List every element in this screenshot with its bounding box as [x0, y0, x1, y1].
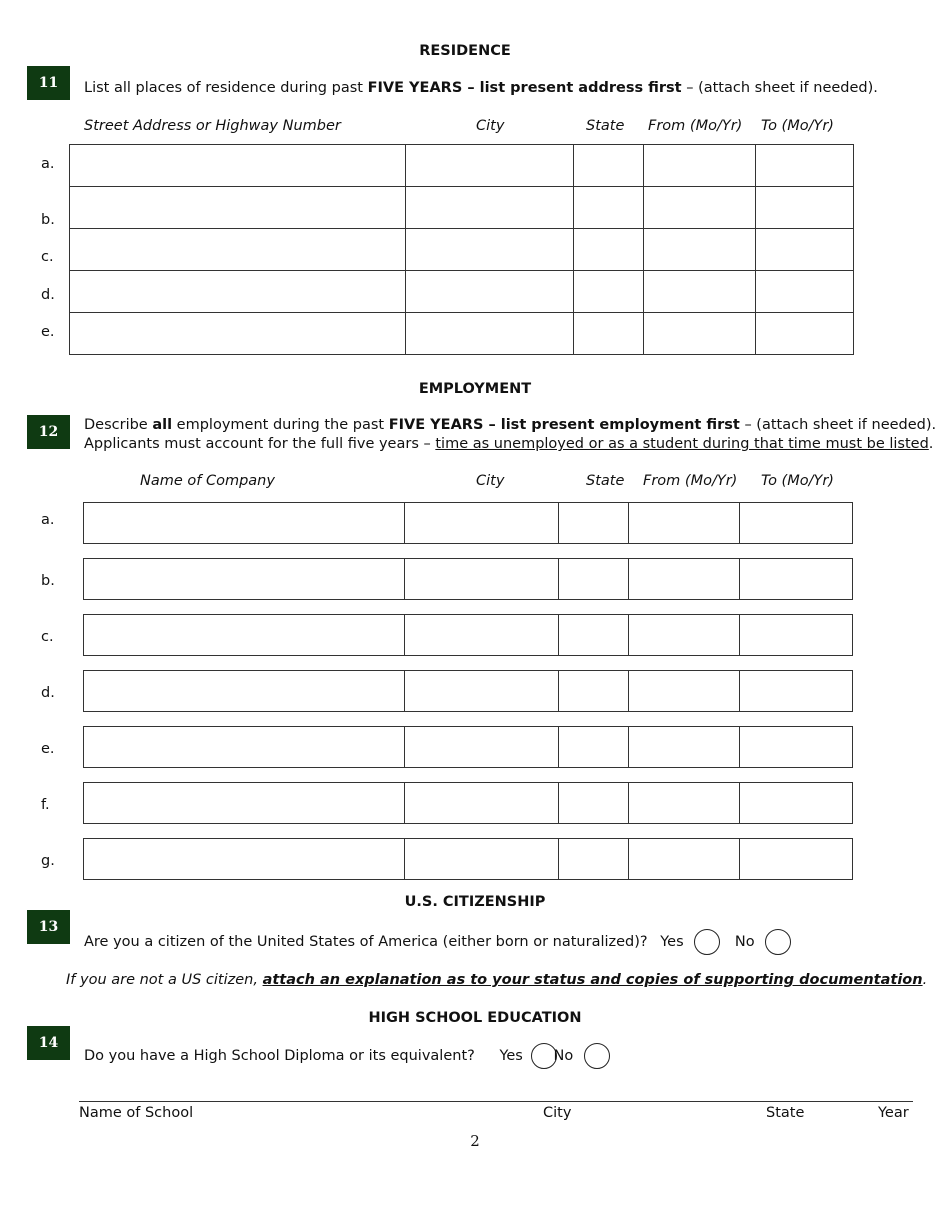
section-11-badge: 11: [27, 66, 70, 100]
education-heading: HIGH SCHOOL EDUCATION: [368, 1010, 582, 1026]
employment-from-cell[interactable]: [629, 559, 741, 599]
table-row: [70, 145, 854, 187]
citizenship-yes-radio[interactable]: [694, 929, 720, 955]
section-13-badge: 13: [27, 910, 70, 944]
employment-to-cell[interactable]: [740, 727, 852, 767]
employment-state-cell[interactable]: [559, 671, 629, 711]
employment-row: [83, 726, 853, 768]
education-field-state: State: [766, 1105, 805, 1121]
employment-col-to: To (Mo/Yr): [761, 473, 834, 489]
residence-col-state: State: [586, 118, 625, 134]
employment-row-label: d.: [41, 685, 55, 701]
residence-table: [69, 144, 854, 355]
employment-col-company: Name of Company: [140, 473, 275, 489]
employment-row: [83, 782, 853, 824]
employment-company-cell[interactable]: [84, 671, 405, 711]
residence-row-label: e.: [41, 324, 55, 340]
employment-to-cell[interactable]: [740, 783, 852, 823]
employment-from-cell[interactable]: [629, 783, 741, 823]
citizenship-question-row: [84, 929, 791, 955]
residence-city-cell[interactable]: [406, 229, 574, 271]
residence-from-cell[interactable]: [644, 229, 756, 271]
employment-col-state: State: [586, 473, 625, 489]
citizenship-note-pre: If you are not a US citizen,: [66, 972, 263, 988]
employment-company-cell[interactable]: [84, 727, 405, 767]
employment-state-cell[interactable]: [559, 503, 629, 543]
residence-row-label: b.: [41, 212, 55, 228]
employment-city-cell[interactable]: [405, 727, 559, 767]
section-12-badge: 12: [27, 415, 70, 449]
residence-city-cell[interactable]: [406, 145, 574, 187]
employment-state-cell[interactable]: [559, 839, 629, 879]
employment-city-cell[interactable]: [405, 503, 559, 543]
employment-from-cell[interactable]: [629, 727, 741, 767]
residence-col-city: City: [476, 118, 505, 134]
residence-instruction-bold: FIVE YEARS – list present address first: [367, 80, 682, 96]
residence-col-to: To (Mo/Yr): [761, 118, 834, 134]
employment-from-cell[interactable]: [629, 503, 741, 543]
residence-from-cell[interactable]: [644, 187, 756, 229]
employment-company-cell[interactable]: [84, 503, 405, 543]
residence-col-street: Street Address or Highway Number: [84, 118, 341, 134]
employment-company-cell[interactable]: [84, 783, 405, 823]
employment-row: [83, 838, 853, 880]
citizenship-yes-label: Yes: [660, 934, 684, 950]
residence-street-cell[interactable]: [70, 145, 406, 187]
residence-from-cell[interactable]: [644, 271, 756, 313]
table-row: [70, 271, 854, 313]
education-fill-line[interactable]: [79, 1101, 913, 1102]
residence-row-label: d.: [41, 287, 55, 303]
employment-from-cell[interactable]: [629, 615, 741, 655]
employment-row-label: c.: [41, 629, 54, 645]
residence-street-cell[interactable]: [70, 187, 406, 229]
employment-state-cell[interactable]: [559, 783, 629, 823]
page-number: 2: [470, 1132, 480, 1150]
employment-state-cell[interactable]: [559, 559, 629, 599]
residence-heading: RESIDENCE: [419, 43, 511, 59]
employment-company-cell[interactable]: [84, 839, 405, 879]
employment-col-from: From (Mo/Yr): [643, 473, 738, 489]
education-no-radio[interactable]: [584, 1043, 610, 1069]
employment-row: [83, 614, 853, 656]
residence-state-cell[interactable]: [574, 313, 644, 355]
citizenship-question: Are you a citizen of the United States of America (either born or naturalized)?: [84, 934, 648, 950]
residence-state-cell[interactable]: [574, 145, 644, 187]
employment-instruction-line1: [84, 417, 936, 433]
residence-street-cell[interactable]: [70, 313, 406, 355]
employment-to-cell[interactable]: [740, 671, 852, 711]
residence-row-label: c.: [41, 249, 54, 265]
employment-to-cell[interactable]: [740, 503, 852, 543]
residence-to-cell[interactable]: [756, 145, 854, 187]
residence-to-cell[interactable]: [756, 187, 854, 229]
employment-row-label: g.: [41, 853, 55, 869]
residence-city-cell[interactable]: [406, 313, 574, 355]
residence-to-cell[interactable]: [756, 313, 854, 355]
employment-to-cell[interactable]: [740, 615, 852, 655]
employment-row-label: a.: [41, 512, 55, 528]
citizenship-no-label: No: [734, 934, 755, 950]
citizenship-note-bold: attach an explanation as to your status and copies of supporting documentation: [262, 972, 923, 988]
citizenship-note-post: .: [922, 972, 928, 988]
employment-line1-pre: Describe: [84, 417, 153, 433]
employment-city-cell[interactable]: [405, 559, 559, 599]
education-field-year: Year: [878, 1105, 909, 1121]
employment-city-cell[interactable]: [405, 671, 559, 711]
employment-city-cell[interactable]: [405, 783, 559, 823]
employment-company-cell[interactable]: [84, 615, 405, 655]
table-row: [70, 229, 854, 271]
residence-from-cell[interactable]: [644, 145, 756, 187]
employment-row-label: e.: [41, 741, 55, 757]
employment-city-cell[interactable]: [405, 615, 559, 655]
employment-state-cell[interactable]: [559, 727, 629, 767]
education-question: Do you have a High School Diploma or its equivalent?: [84, 1048, 475, 1064]
citizenship-heading: U.S. CITIZENSHIP: [404, 894, 546, 910]
residence-state-cell[interactable]: [574, 271, 644, 313]
education-no-label: No: [553, 1048, 574, 1064]
employment-row-label: f.: [41, 797, 50, 813]
employment-line2-pre: Applicants must account for the full five years –: [84, 436, 436, 452]
employment-line2-post: .: [928, 436, 934, 452]
employment-line1-post: – (attach sheet if needed).: [739, 417, 937, 433]
employment-row: [83, 502, 853, 544]
employment-from-cell[interactable]: [629, 671, 741, 711]
education-yes-label: Yes: [499, 1048, 523, 1064]
employment-line1-mid: employment during the past: [172, 417, 389, 433]
section-14-badge: 14: [27, 1026, 70, 1060]
employment-heading: EMPLOYMENT: [418, 381, 532, 397]
employment-line1-bold1: all: [152, 417, 173, 433]
residence-from-cell[interactable]: [644, 313, 756, 355]
table-row: [70, 313, 854, 355]
residence-col-from: From (Mo/Yr): [648, 118, 743, 134]
residence-city-cell[interactable]: [406, 271, 574, 313]
employment-instruction-line2: [84, 436, 933, 452]
residence-to-cell[interactable]: [756, 229, 854, 271]
employment-col-city: City: [476, 473, 505, 489]
employment-to-cell[interactable]: [740, 839, 852, 879]
residence-street-cell[interactable]: [70, 229, 406, 271]
table-row: [70, 187, 854, 229]
employment-line1-bold2: FIVE YEARS – list present employment first: [388, 417, 740, 433]
citizenship-note: [66, 972, 927, 988]
citizenship-no-radio[interactable]: [765, 929, 791, 955]
education-question-row: [84, 1043, 610, 1069]
residence-row-label: a.: [41, 156, 55, 172]
residence-instruction-post: – (attach sheet if needed).: [681, 80, 878, 96]
education-field-city: City: [543, 1105, 572, 1121]
employment-company-cell[interactable]: [84, 559, 405, 599]
employment-row-label: b.: [41, 573, 55, 589]
residence-instruction: [84, 80, 878, 96]
residence-street-cell[interactable]: [70, 271, 406, 313]
employment-state-cell[interactable]: [559, 615, 629, 655]
employment-city-cell[interactable]: [405, 839, 559, 879]
employment-row: [83, 558, 853, 600]
education-field-school: Name of School: [79, 1105, 194, 1121]
employment-line2-underline: time as unemployed or as a student during that time must be listed: [435, 436, 929, 452]
residence-to-cell[interactable]: [756, 271, 854, 313]
employment-row: [83, 670, 853, 712]
residence-city-cell[interactable]: [406, 187, 574, 229]
employment-to-cell[interactable]: [740, 559, 852, 599]
residence-instruction-pre: List all places of residence during past: [84, 80, 368, 96]
residence-state-cell[interactable]: [574, 187, 644, 229]
employment-from-cell[interactable]: [629, 839, 741, 879]
residence-state-cell[interactable]: [574, 229, 644, 271]
